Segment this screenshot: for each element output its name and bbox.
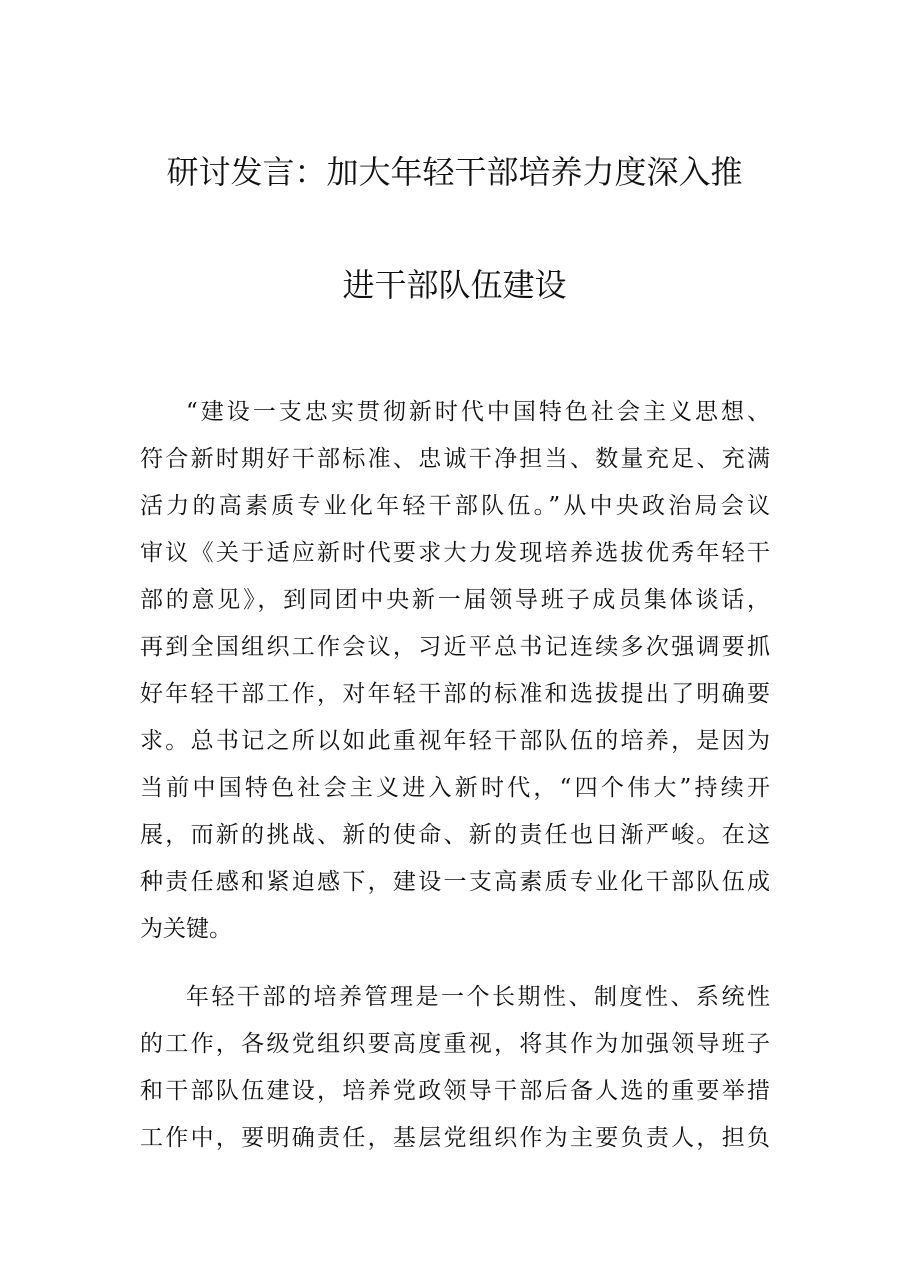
paragraph-line: 当前中国特色社会主义进入新时代，“四个伟大”持续开 <box>140 775 770 801</box>
paragraph-line: 求。总书记之所以如此重视年轻干部队伍的培养，是因为 <box>140 728 770 754</box>
paragraph-line: 审议《关于适应新时代要求大力发现培养选拔优秀年轻干 <box>140 540 770 566</box>
paragraph-line: 为关键。 <box>140 916 232 942</box>
paragraph-line: “建设一支忠实贯彻新时代中国特色社会主义思想、 <box>186 399 770 425</box>
paragraph-line: 再到全国组织工作会议，习近平总书记连续多次强调要抓 <box>140 634 770 660</box>
document-title-line-2: 进干部队伍建设 <box>342 266 567 304</box>
paragraph-line: 好年轻干部工作，对年轻干部的标准和选拔提出了明确要 <box>140 681 770 707</box>
paragraph-line: 活力的高素质专业化年轻干部队伍。”从中央政治局会议 <box>140 493 770 519</box>
paragraph-line: 的工作，各级党组织要高度重视，将其作为加强领导班子 <box>140 1031 770 1057</box>
paragraph-line: 工作中，要明确责任，基层党组织作为主要负责人，担负 <box>140 1125 770 1151</box>
paragraph-line: 和干部队伍建设，培养党政领导干部后备人选的重要举措 <box>140 1078 770 1104</box>
paragraph-line: 种责任感和紧迫感下，建设一支高素质专业化干部队伍成 <box>140 869 770 895</box>
paragraph-line: 展，而新的挑战、新的使命、新的责任也日渐严峻。在这 <box>140 822 770 848</box>
document-title-line-1: 研讨发言：加大年轻干部培养力度深入推 <box>166 153 743 191</box>
paragraph-line: 符合新时期好干部标准、忠诚干净担当、数量充足、充满 <box>140 446 770 472</box>
paragraph-line: 部的意见》，到同团中央新一届领导班子成员集体谈话， <box>140 587 770 613</box>
paragraph-line: 年轻干部的培养管理是一个长期性、制度性、系统性 <box>186 984 770 1010</box>
